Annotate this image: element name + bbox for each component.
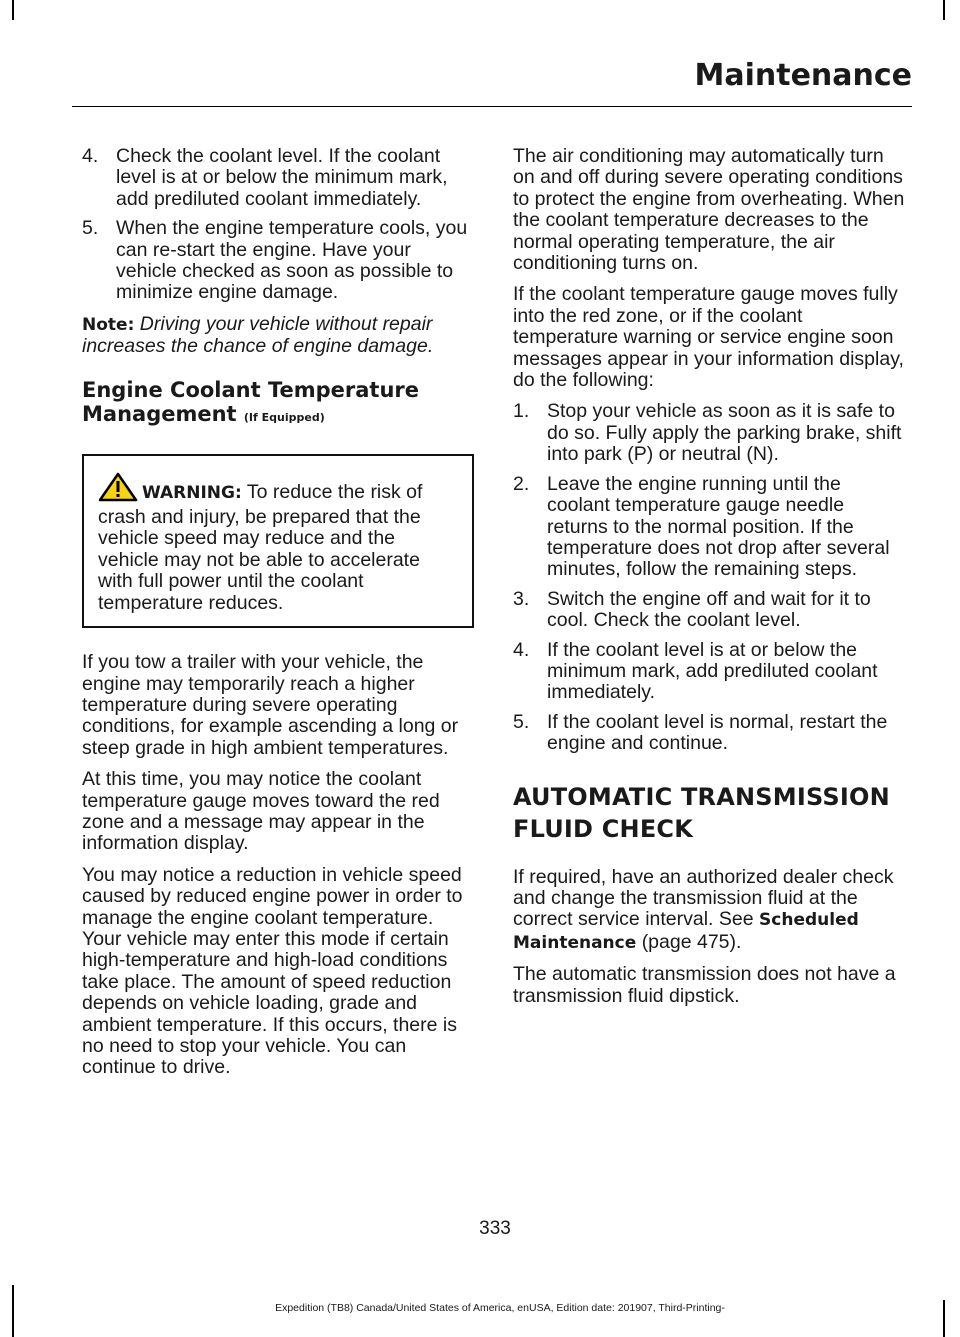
list-item	[513, 401, 905, 465]
step-number: 5.	[82, 217, 99, 240]
list-item	[513, 640, 905, 704]
step-text: Switch the engine off and wait for it to cool. Check the coolant level.	[547, 587, 871, 632]
reference-lead-text: If required, have an authorized dealer check and change the transmission fluid at the correct service interval. See	[513, 865, 894, 931]
step-number: 1.	[513, 400, 530, 423]
warning-box	[82, 454, 474, 628]
note-label: Note:	[82, 314, 135, 335]
list-item	[82, 146, 474, 210]
warning-label: WARNING:	[142, 482, 242, 503]
subheading-suffix: (If Equipped)	[243, 410, 325, 424]
paragraph: At this time, you may notice the coolant temperature gauge moves toward the red zone and a message may appear in the information display.	[82, 768, 440, 855]
step-number: 3.	[513, 587, 530, 610]
step-text: If the coolant level is at or below the minimum mark, add prediluted coolant immediately.	[547, 638, 878, 704]
note-text: Driving your vehicle without repair increases the chance of engine damage.	[82, 312, 434, 358]
crop-mark-top-right	[943, 0, 945, 20]
step-number: 4.	[513, 638, 530, 661]
page-number: 333	[479, 1218, 511, 1239]
page-header-title: Maintenance	[694, 58, 912, 93]
paragraph: If you tow a trailer with your vehicle, the engine may temporarily reach a higher temperature during severe operating conditions, for example ascending a long or steep grade in high ambient temperatures.	[82, 651, 459, 759]
step-list-continued	[82, 146, 474, 304]
step-text: Check the coolant level. If the coolant level is at or below the minimum mark, add prediluted coolant immediately.	[116, 145, 448, 210]
step-number: 2.	[513, 472, 530, 495]
paragraph: You may notice a reduction in vehicle speed caused by reduced engine power in order to manage the engine coolant temperature. Your vehicle may enter this mode if certain high-temperature and high-load conditions take place. The amount of speed reduction depends on vehicle loading, grade and ambient temperature. If this occurs, there is no need to stop your vehicle. You can continue to drive.	[82, 863, 463, 1079]
page-footer: Expedition (TB8) Canada/United States of America, enUSA, Edition date: 201907, Third-Printing-	[275, 1302, 725, 1314]
paragraph-with-reference	[513, 867, 905, 955]
subheading	[82, 378, 474, 430]
section-title	[513, 781, 905, 845]
list-item	[513, 712, 905, 755]
warning-text: To reduce the risk of crash and injury, be prepared that the vehicle speed may reduce and the vehicle may not be able to accelerate with full power until the coolant temperature reduces.	[98, 480, 423, 614]
step-list	[513, 401, 905, 754]
paragraph: The automatic transmission does not have a transmission fluid dipstick.	[513, 963, 896, 1007]
list-item	[513, 474, 905, 581]
step-number: 4.	[82, 145, 99, 167]
note	[82, 314, 474, 358]
step-text: When the engine temperature cools, you can re-start the engine. Have your vehicle checked as soon as possible to minimize engine damage.	[116, 217, 468, 304]
warning-triangle-icon	[98, 472, 138, 507]
section-title-line-1: AUTOMATIC TRANSMISSION	[513, 782, 890, 811]
section-title-line-2: FLUID CHECK	[513, 814, 694, 843]
subheading-text: Engine Coolant Temperature Management	[82, 377, 420, 426]
paragraph: If the coolant temperature gauge moves fully into the red zone, or if the coolant temperature warning or service engine soon messages appear in your information display, do the following:	[513, 283, 904, 392]
right-column	[513, 146, 905, 1017]
list-item	[513, 589, 905, 632]
step-text: Leave the engine running until the coolant temperature gauge needle returns to the normal position. If the temperature does not drop after several minutes, follow the remaining steps.	[547, 472, 890, 581]
left-column	[82, 146, 474, 1089]
scheduled-maintenance-link[interactable]: Scheduled Maintenance	[513, 910, 859, 953]
header-divider	[72, 106, 912, 107]
crop-mark-top-left	[12, 0, 14, 20]
list-item	[82, 218, 474, 304]
reference-page-text: (page 475).	[641, 930, 742, 953]
paragraph: The air conditioning may automatically turn on and off during severe operating conditions to protect the engine from overheating. When the coolant temperature decreases to the normal operating temperature, the air conditioning turns on.	[513, 145, 905, 275]
step-number: 5.	[513, 710, 530, 733]
step-text: Stop your vehicle as soon as it is safe to do so. Fully apply the parking brake, shift into park (P) or neutral (N).	[547, 400, 902, 466]
step-text: If the coolant level is normal, restart the engine and continue.	[547, 710, 888, 755]
